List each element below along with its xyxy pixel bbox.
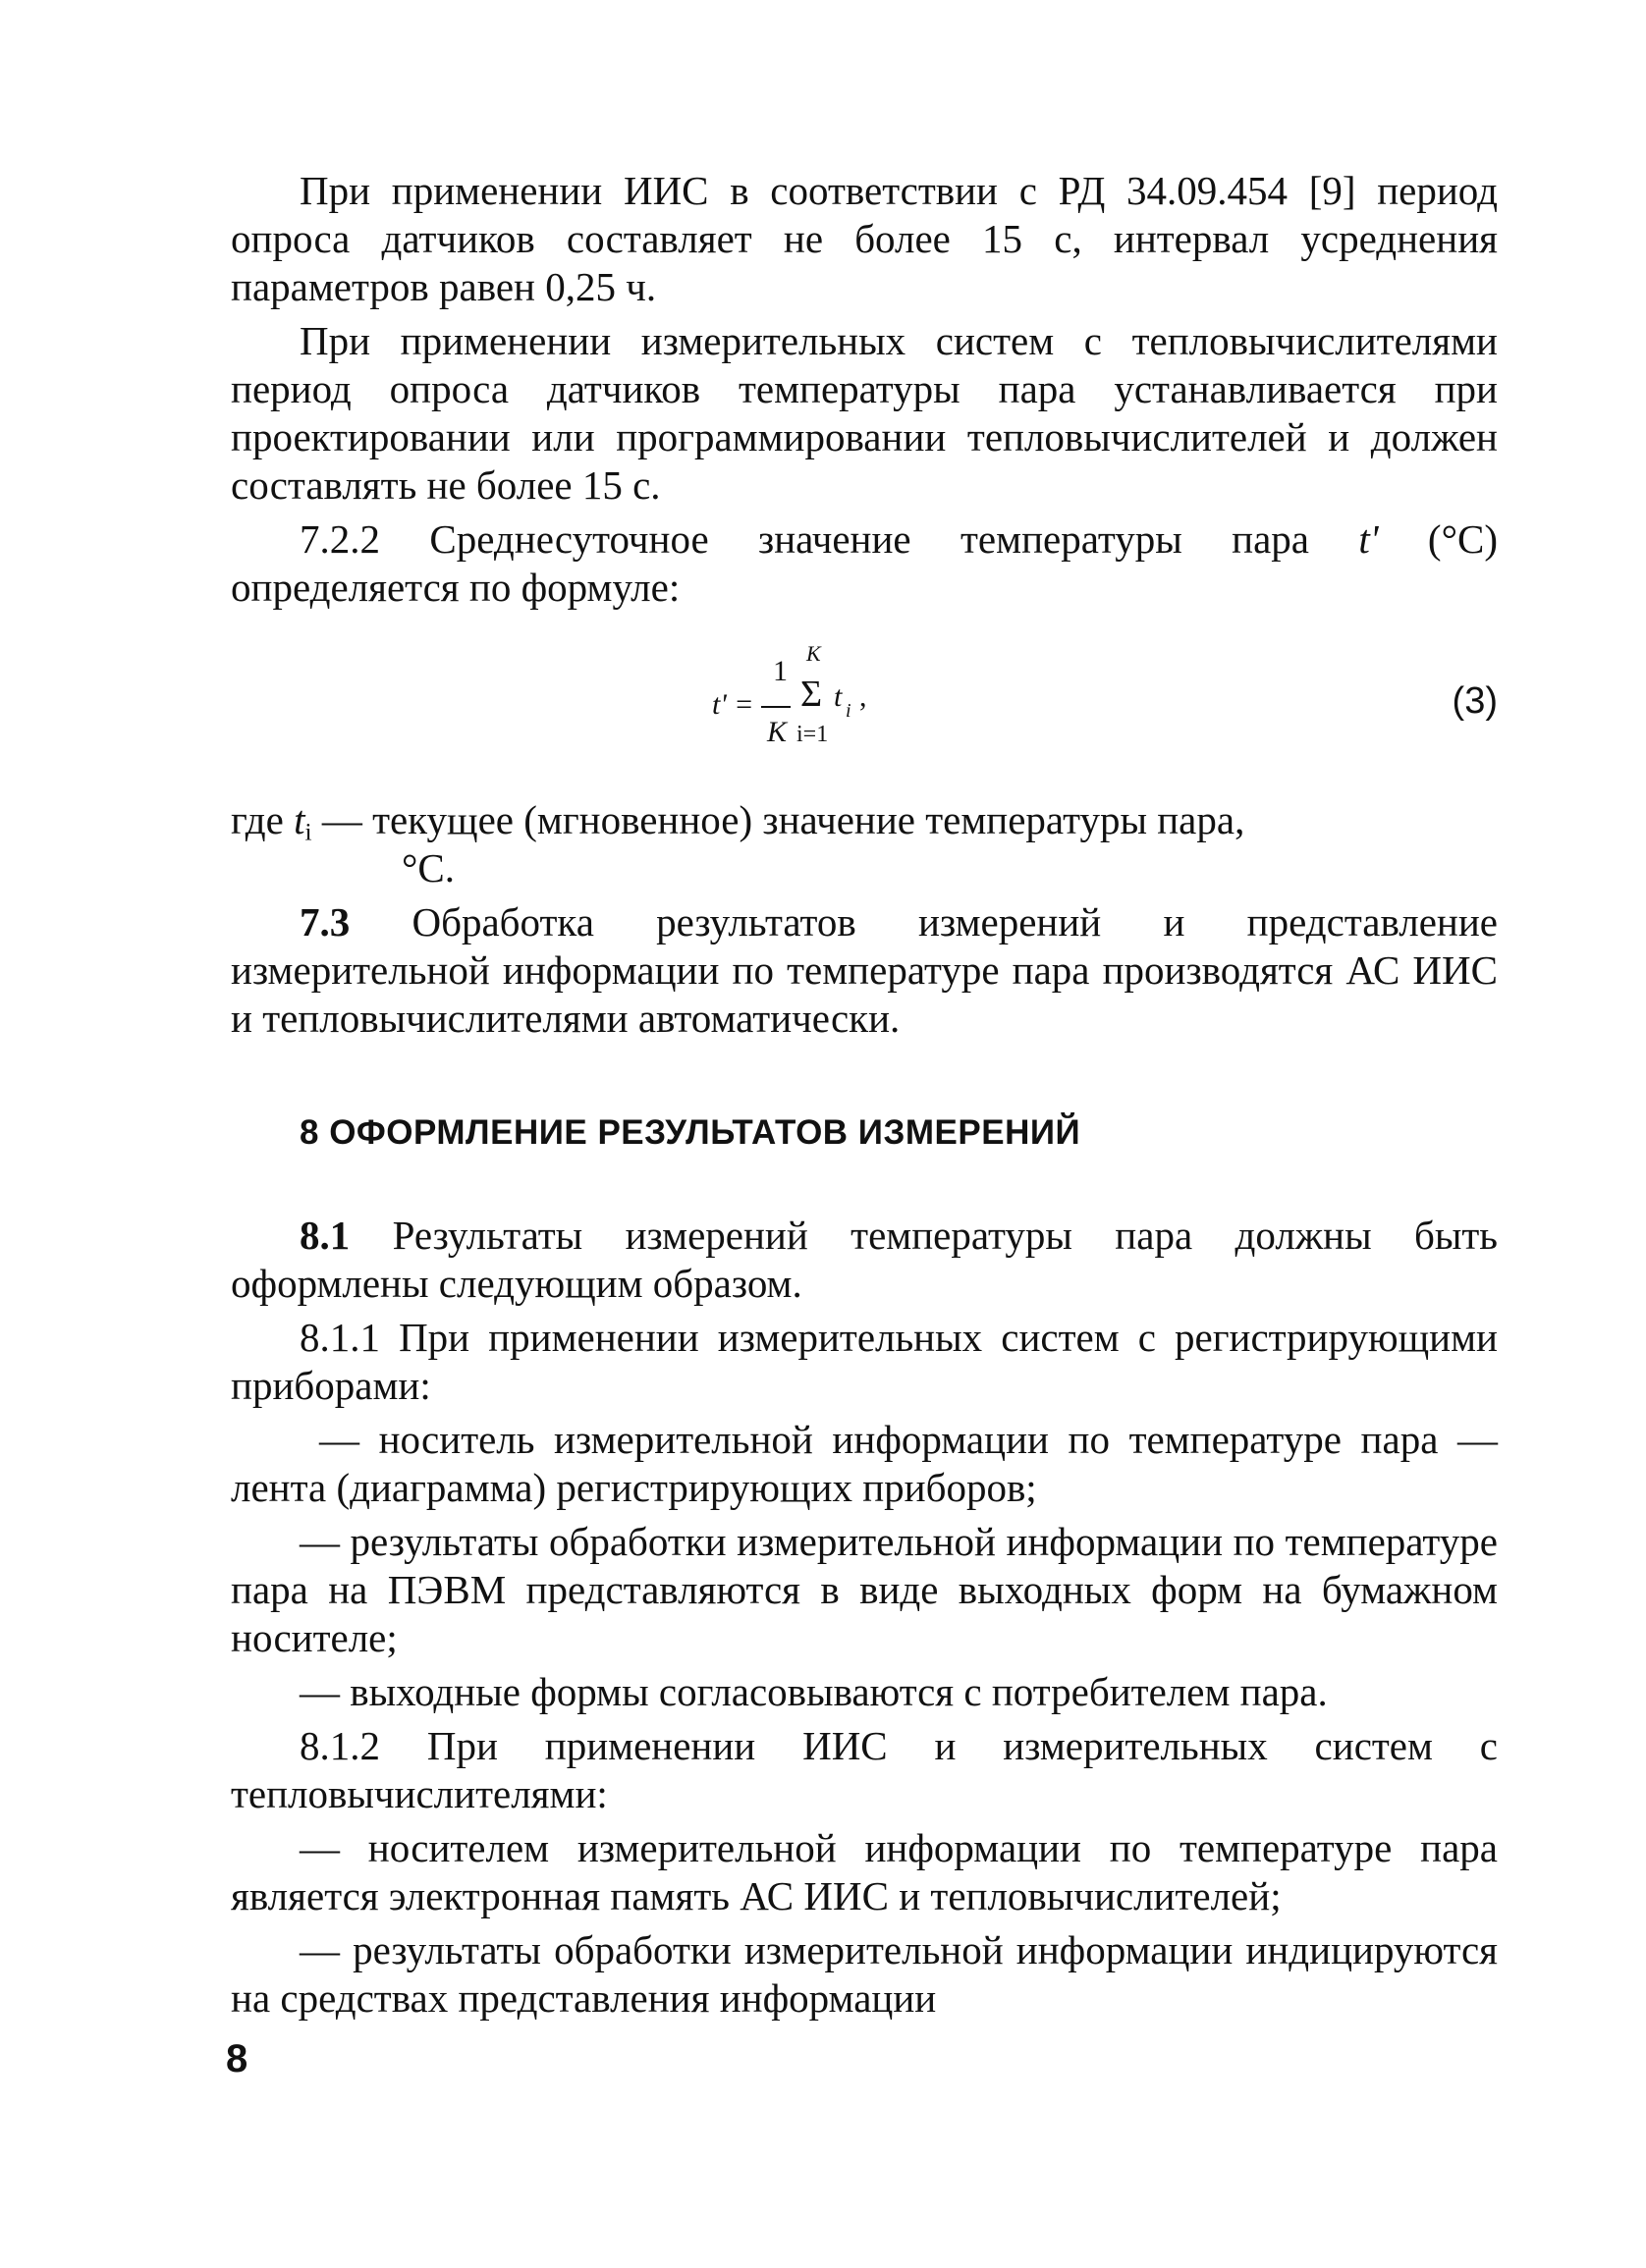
sum-upper-limit: K (806, 641, 821, 666)
paragraph-7-3-text: Обработка результатов измерений и представление измерительной информации по температуре пара производятся АС ИИС и тепловычислителями автоматически. (231, 899, 1498, 1041)
where-line (231, 796, 1498, 844)
formula-term-subscript: i (846, 700, 851, 722)
fraction-bar (761, 706, 791, 708)
where-description: — текущее (мгновенное) значение температуры пара, (311, 797, 1245, 842)
formula-expression (712, 641, 908, 775)
paragraph-heat-calculators-polling: При применении измерительных систем с тепловычислителями период опроса датчиков температуры пара устанавливается при проектировании или программировании тепловычислителей и должен составлять не более 15 с. (231, 318, 1498, 508)
formula-denominator: K (767, 716, 788, 748)
page-number: 8 (226, 2037, 248, 2080)
list-item: — носитель измерительной информации по температуре пара — лента (диаграмма) регистрирующих приборов; (231, 1417, 1498, 1510)
formula-numerator: 1 (773, 655, 788, 687)
paragraph-8-1-text: Результаты измерений температуры пара должны быть оформлены следующим образом. (231, 1213, 1498, 1306)
where-label: где (231, 797, 295, 842)
list-item: — результаты обработки измерительной информации индицируются на средствах представления информации (231, 1927, 1498, 2021)
list-item: — носителем измерительной информации по температуре пара является электронная память АС ИИС и тепловычислителей; (231, 1825, 1498, 1918)
where-clause (231, 796, 1498, 892)
formula-3 (231, 641, 1498, 775)
sum-lower-limit: i=1 (796, 722, 829, 747)
paragraph-iis-polling: При применении ИИС в соответствии с РД 34.09.454 [9] период опроса датчиков составляет не более 15 с, интервал усреднения параметров равен 0,25 ч. (231, 168, 1498, 309)
paragraph-7-3 (231, 898, 1498, 1043)
list-item: — результаты обработки измерительной информации по температуре пара на ПЭВМ представляются в виде выходных форм на бумажном носителе; (231, 1519, 1498, 1660)
where-variable: t (294, 797, 305, 842)
formula-lhs: t' = (712, 688, 754, 721)
section-heading: 8 ОФОРМЛЕНИЕ РЕЗУЛЬТАТОВ ИЗМЕРЕНИЙ (300, 1113, 1081, 1152)
paragraph-8-1-2: 8.1.2 При применении ИИС и измерительных систем с тепловычислителями: (231, 1723, 1498, 1816)
paragraph-8-1-1: 8.1.1 При применении измерительных систем с регистрирующими приборами: (231, 1315, 1498, 1408)
sum-sign: Σ (800, 674, 823, 715)
paragraph-7-2-2-text-a: 7.2.2 Среднесуточное значение температуры пара (300, 516, 1359, 562)
variable-t-prime: t' (1358, 516, 1379, 562)
formula-term: t (834, 680, 843, 713)
where-variable-subscript: i (304, 818, 312, 846)
formula-number: (3) (1452, 680, 1498, 722)
document-page (231, 167, 1498, 2023)
list-item: — выходные формы согласовываются с потребителем пара. (300, 1669, 1328, 1714)
clause-number-8-1: 8.1 (300, 1213, 351, 1258)
where-unit: °С. (402, 845, 455, 891)
clause-number-7-3: 7.3 (300, 899, 351, 945)
formula-comma: , (859, 680, 867, 713)
paragraph-8-1 (231, 1212, 1498, 1308)
paragraph-7-2-2-text-b: (°С) определяется по формуле: (231, 516, 1498, 610)
paragraph-7-2-2 (231, 515, 1498, 612)
